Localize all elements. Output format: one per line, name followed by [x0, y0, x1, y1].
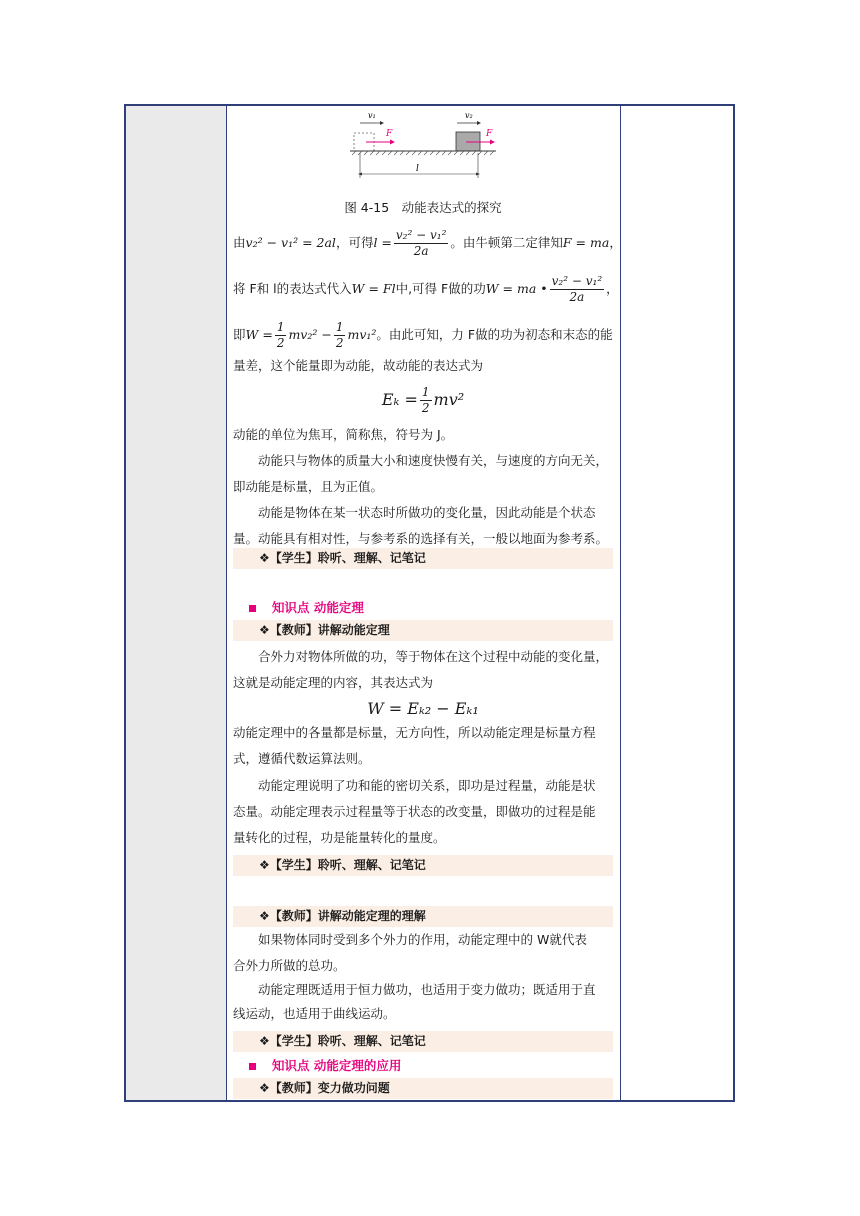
fraction: $\frac{\text{v₂² − v₁²}}{2a}$: [395, 228, 447, 258]
student-activity-band: ❖【学生】聆听、理解、记笔记: [233, 548, 613, 569]
fraction: $\frac{1}{2}$: [276, 320, 285, 350]
kinetic-energy-formula: Eₖ = $\frac{1}{2}$ mv²: [381, 385, 465, 415]
paragraph-line: 合外力所做的总功。: [233, 958, 346, 973]
paragraph-line: 量。动能具有相对性，与参考系的选择有关，一般以地面为参考系。: [233, 531, 609, 546]
right-column: [620, 106, 733, 1100]
knowledge-point-heading: 知识点 动能定理的应用: [249, 1056, 401, 1074]
knowledge-point-heading: 知识点 动能定理: [249, 598, 364, 616]
left-column: [126, 106, 227, 1100]
teacher-activity-band: ❖【教师】变力做功问题: [233, 1078, 613, 1099]
length-label: l: [416, 164, 419, 174]
ground-hatching: [352, 151, 494, 155]
paragraph-line: 合外力对物体所做的功，等于物体在这个过程中动能的变化量，: [258, 649, 609, 664]
student-activity-band: ❖【学生】聆听、理解、记笔记: [233, 1031, 613, 1052]
fraction: $\frac{\text{v₂² − v₁²}}{2a}$: [551, 274, 603, 304]
paragraph-unit: 动能的单位为焦耳，简称焦，符号为 J。: [233, 427, 454, 442]
square-bullet-icon: [249, 605, 256, 612]
paragraph-line: 动能定理既适用于恒力做功，也适用于变力做功；既适用于直: [258, 982, 596, 997]
paragraph-line: 动能是物体在某一状态时所做功的变化量，因此动能是个状态: [258, 505, 596, 520]
paragraph-line: 线运动，也适用于曲线运动。: [233, 1006, 396, 1021]
square-bullet-icon: [249, 1063, 256, 1070]
v2-label: v₂: [465, 111, 473, 120]
force-label-1: F: [386, 129, 393, 139]
paragraph-line: 动能定理说明了功和能的密切关系，即功是过程量，动能是状: [258, 778, 596, 793]
paragraph-line: 这就是动能定理的内容，其表达式为: [233, 675, 434, 690]
v1-label: v₁: [368, 111, 376, 120]
force-label-2: F: [486, 129, 493, 139]
figure-caption: 图 4-15 动能表达式的探究: [344, 200, 502, 215]
derivation-line-2: 将 F和 l的表达式代入W = Fl中,可得 F做的功W = ma • $\frac{\text{v₂² − v₁²}}{2a}$ ，: [233, 274, 619, 304]
paragraph-line: 即动能是标量，且为正值。: [233, 479, 384, 494]
paragraph-line: 动能只与物体的质量大小和速度快慢有关，与速度的方向无关，: [258, 453, 609, 468]
fraction: $\frac{1}{2}$: [421, 385, 430, 415]
derivation-line-1: 由v₂² − v₁² = 2al，可得l = $\frac{\text{v₂² − v₁²}}{2a}$ 。由牛顿第二定律知F = ma，: [233, 228, 622, 258]
teacher-activity-band: ❖【教师】讲解动能定理: [233, 620, 613, 641]
fraction: $\frac{1}{2}$: [335, 320, 344, 350]
teacher-activity-band: ❖【教师】讲解动能定理的理解: [233, 906, 613, 927]
derivation-line-4: 量差，这个能量即为动能，故动能的表达式为: [233, 358, 484, 373]
kinetic-energy-figure: [348, 108, 498, 188]
paragraph-line: 动能定理中的各量都是标量，无方向性，所以动能定理是标量方程: [233, 725, 596, 740]
theorem-formula: W = Eₖ₂ − Eₖ₁: [367, 699, 479, 718]
paragraph-line: 态量。动能定理表示过程量等于状态的改变量，即做功的过程是能: [233, 804, 596, 819]
derivation-line-3: 即W = $\frac{1}{2}$ mv₂² − $\frac{1}{2}$ mv₁²。由此可知，力 F做的功为初态和末态的能: [233, 320, 613, 350]
paragraph-line: 如果物体同时受到多个外力的作用，动能定理中的 W就代表: [258, 932, 587, 947]
paragraph-line: 量转化的过程，功是能量转化的量度。: [233, 830, 446, 845]
student-activity-band: ❖【学生】聆听、理解、记笔记: [233, 855, 613, 876]
paragraph-line: 式，遵循代数运算法则。: [233, 751, 371, 766]
